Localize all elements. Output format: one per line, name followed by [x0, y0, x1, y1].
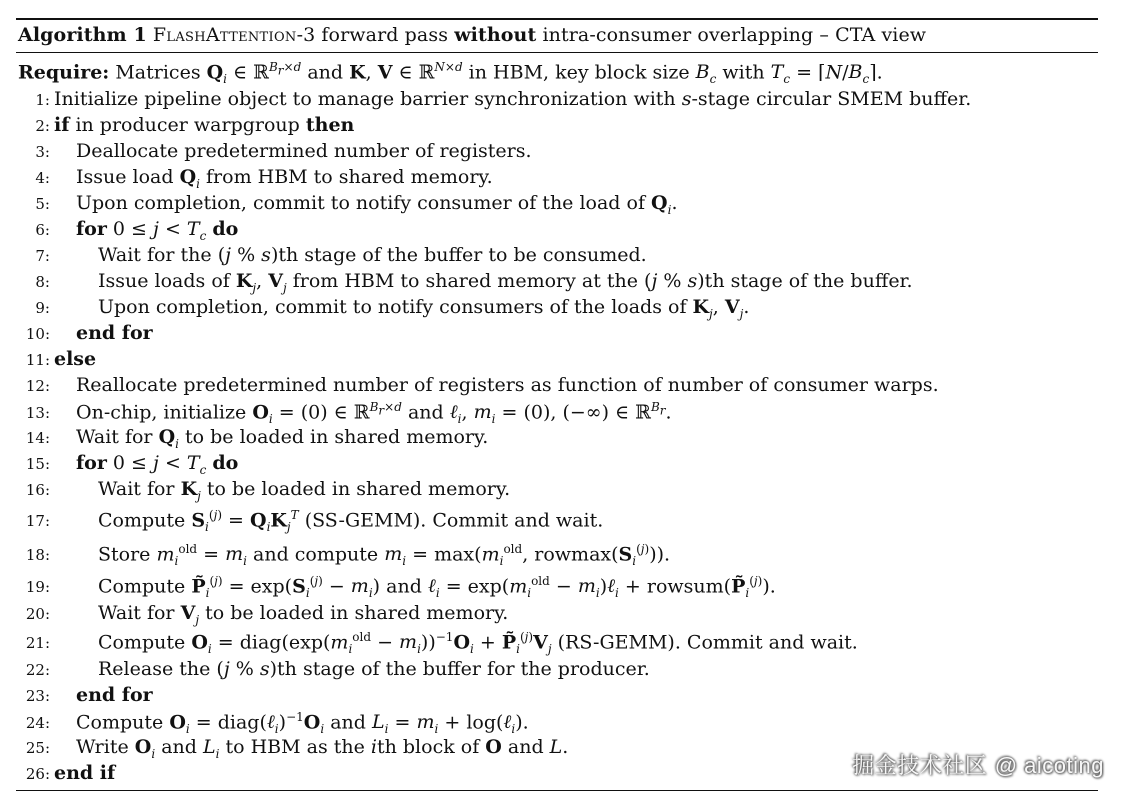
algorithm-suffix: -3 forward pass	[296, 24, 449, 46]
algo-line: 1: Initialize pipeline object to manage barrier synchronization with s-stage circular SMEM buffer.	[35, 88, 972, 110]
algorithm-name: FlashAttention	[152, 24, 297, 46]
algo-line: 21: Compute $O_i$ = $diag(\exp(m_i^{old} - m_i))^{-1}O_i$ + $P̃_i^{(j)}V_j$ (RS-GEMM). Commit and wait.	[25, 630, 858, 657]
require-line: Require: Matrices $Q_i$ ∈ ℝ$^{B_r\times d}$ and K, V ∈ ℝ$^{N\times d}$ in HBM, key block size $B_c$ with $T_c$ = $⌈N/B_c⌉$.	[18, 60, 883, 87]
top-rule	[16, 18, 1098, 20]
bottom-rule	[16, 790, 1098, 791]
algo-line: 8: Issue loads of $K_j$, $V_j$ from HBM to shared memory at the (j % s)th stage of the buffer.	[35, 270, 913, 295]
algo-line: 25: Write $O_i$ and $L_i$ to HBM as the ith block of O and L.	[25, 736, 569, 761]
algorithm-caption	[18, 24, 926, 46]
algo-line: 11: else	[25, 348, 97, 370]
algo-line: 5: Upon completion, commit to notify consumer of the load of $Q_i$.	[35, 192, 678, 217]
caption-rule	[16, 52, 1098, 53]
algo-line: 6: for $0 \le j < T_c$ do	[35, 218, 239, 243]
algo-line: 23: end for	[25, 684, 153, 706]
algo-line: 15: for $0 \le j < T_c$ do	[25, 452, 239, 477]
watermark	[852, 749, 1104, 780]
caption-tail: intra-consumer overlapping – CTA view	[542, 24, 927, 46]
algo-line: 9: Upon completion, commit to notify consumers of the loads of $K_j$, $V_j$.	[35, 296, 750, 321]
algo-line: 19: Compute $P̃_i^{(j)} = \exp(S_i^{(j)} - m_i)$ and ℓ$_i$ = $\exp(m_i^{old}$ − $m_i)\ell_i$ + $rowsum(P̃_i^{(j)})$.	[25, 574, 776, 601]
algo-line: 20: Wait for $V_j$ to be loaded in shared memory.	[25, 602, 509, 627]
algo-line: 22: Release the (j % s)th stage of the buffer for the producer.	[25, 658, 650, 680]
algo-line: 2: if in producer warpgroup then	[35, 114, 355, 136]
watermark-cn: 掘金技术社区	[852, 754, 988, 779]
algo-line: 12: Reallocate predetermined number of registers as function of number of consumer warps.	[25, 374, 939, 396]
algo-line: 26: end if	[25, 762, 116, 784]
algo-line: 14: Wait for $Q_i$ to be loaded in shared memory.	[25, 426, 489, 451]
algorithm-label: Algorithm 1	[18, 24, 147, 46]
algo-line: 17: Compute $S_i^{(j)} = Q_iK_j^T$ (SS-GEMM). Commit and wait.	[25, 508, 604, 535]
algo-line: 24: Compute $O_i$ = $diag(\ell_i)^{-1}O_i$ and $L_i = m_i$ + log(ℓ$_i$).	[25, 710, 529, 737]
algo-line: 16: Wait for $K_j$ to be loaded in shared memory.	[25, 478, 511, 503]
algo-line: 13: On-chip, initialize $O_i = (0)$ ∈ ℝ$^{B_r\times d}$ and ℓ$_i$, $m_i = (0)$, (−∞) ∈ ℝ$^{B_r}$.	[25, 400, 672, 427]
watermark-handle: @ aicoting	[994, 753, 1104, 778]
algo-line: 7: Wait for the (j % s)th stage of the buffer to be consumed.	[35, 244, 647, 266]
algo-line: 18: Store $m_i^{old} = m_i$ and compute $m_i = \max(m_i^{old}$, $rowmax(S_i^{(j)})$).	[25, 542, 671, 569]
require-label: Require:	[18, 61, 110, 84]
algo-line: 10: end for	[25, 322, 153, 344]
algo-line: 3: Deallocate predetermined number of registers.	[35, 140, 532, 162]
caption-bold-word: without	[454, 24, 537, 46]
algo-line: 4: Issue load $Q_i$ from HBM to shared memory.	[35, 166, 493, 191]
